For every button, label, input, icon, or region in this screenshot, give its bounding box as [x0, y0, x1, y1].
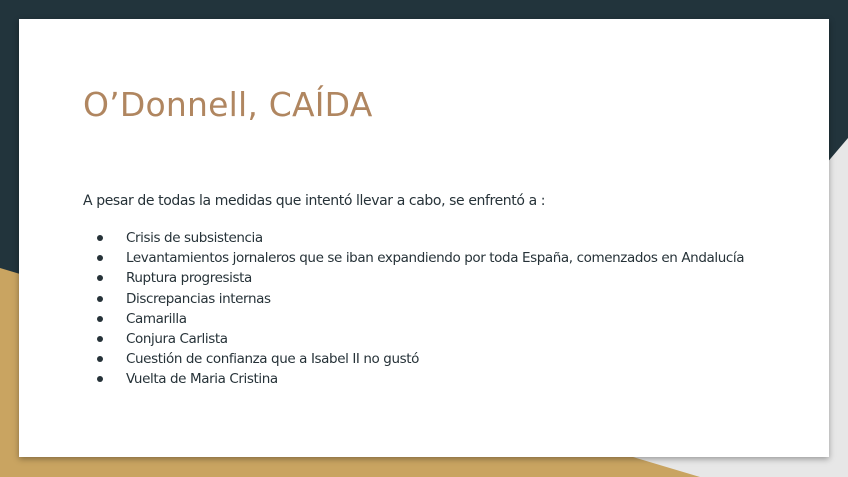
list-item	[83, 349, 744, 369]
bullet-icon	[97, 376, 103, 382]
list-item-text: Cuestión de confianza que a Isabel II no gustó	[126, 351, 420, 368]
bullet-icon	[97, 316, 103, 322]
list-item-text: Discrepancias internas	[126, 290, 271, 307]
list-item-text: Camarilla	[126, 310, 187, 327]
bullet-icon	[97, 235, 103, 241]
slide-canvas	[19, 19, 829, 457]
list-item	[83, 248, 744, 268]
list-item	[83, 289, 744, 309]
list-item-text: Vuelta de Maria Cristina	[126, 371, 278, 388]
slide-title: O’Donnell, CAÍDA	[83, 85, 373, 124]
bullet-icon	[97, 296, 103, 302]
bullet-list	[83, 228, 744, 390]
list-item	[83, 369, 744, 389]
bullet-icon	[97, 275, 103, 281]
list-item	[83, 268, 744, 288]
bullet-icon	[97, 336, 103, 342]
list-item-text: Crisis de subsistencia	[126, 230, 263, 246]
list-item	[83, 228, 744, 248]
list-item-text: Ruptura progresista	[126, 270, 252, 287]
list-item	[83, 309, 744, 329]
list-item-text: Levantamientos jornaleros que se iban expandiendo por toda España, comenzados en Andalucía	[126, 250, 745, 267]
slide-intro-text: A pesar de todas la medidas que intentó llevar a cabo, se enfrentó a :	[83, 193, 546, 209]
bullet-icon	[97, 356, 103, 362]
bullet-icon	[97, 255, 103, 261]
list-item	[83, 329, 744, 349]
list-item-text: Conjura Carlista	[126, 330, 228, 347]
